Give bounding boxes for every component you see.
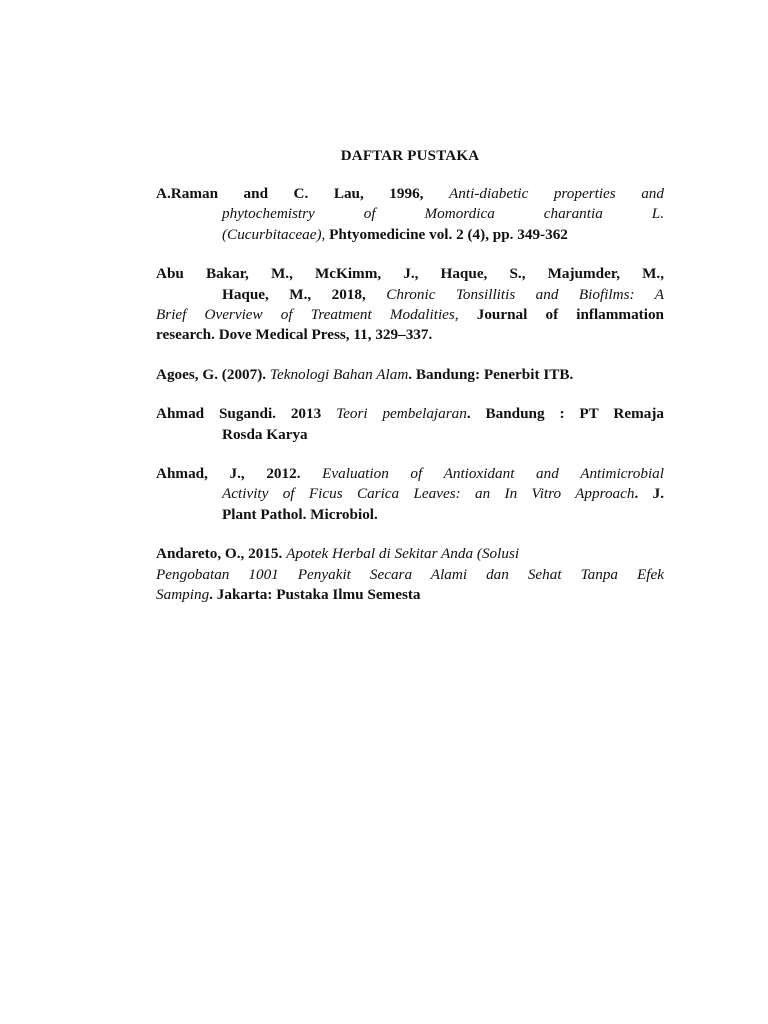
reference-source: Plant Pathol. Microbiol. — [222, 505, 378, 523]
reference-line — [156, 505, 664, 525]
reference-line — [156, 585, 664, 605]
reference-source: . Bandung : PT Remaja — [466, 405, 664, 423]
reference-line — [156, 464, 664, 484]
reference-source: . Bandung: Penerbit ITB. — [408, 365, 574, 383]
reference-line — [156, 325, 664, 345]
reference-title: phytochemistry of Momordica charantia L. — [222, 205, 664, 223]
reference-title: Chronic Tonsillitis and Biofilms: A — [386, 285, 664, 303]
reference-source: Phtyomedicine vol. 2 (4), pp. 349-362 — [329, 225, 568, 243]
reference-title: Pengobatan 1001 Penyakit Secara Alami dan Sehat Tanpa Efek — [156, 565, 664, 583]
reference-line — [156, 544, 664, 564]
reference-line — [156, 184, 664, 204]
reference-author: Andareto, O., 2015. — [156, 545, 283, 563]
reference-list — [156, 184, 664, 625]
reference-author: Ahmad, J., 2012. — [156, 465, 301, 483]
reference-source: . J. — [634, 485, 665, 503]
reference-title: Apotek Herbal di Sekitar Anda (Solusi — [286, 545, 520, 563]
reference-author: A.Raman and C. Lau, 1996, — [156, 185, 424, 202]
reference-line — [156, 305, 664, 325]
reference-line — [156, 425, 664, 445]
reference-title: Anti-diabetic properties and — [449, 185, 664, 202]
reference-item — [156, 404, 664, 445]
reference-item — [156, 264, 664, 346]
reference-author: Haque, M., 2018, — [222, 285, 366, 303]
reference-line — [156, 484, 664, 504]
reference-item — [156, 464, 664, 525]
reference-line — [156, 565, 664, 585]
reference-line — [156, 365, 664, 385]
reference-item — [156, 544, 664, 605]
reference-title: Teknologi Bahan Alam — [269, 365, 409, 383]
reference-source: . Jakarta: Pustaka Ilmu Semesta — [209, 586, 421, 604]
reference-title: (Cucurbitaceae), — [222, 225, 326, 243]
reference-line — [156, 404, 664, 424]
reference-title: Samping — [156, 586, 210, 604]
reference-author: Agoes, G. (2007). — [156, 365, 267, 383]
reference-source: research. Dove Medical Press, 11, 329–337. — [156, 326, 433, 344]
reference-title: Activity of Ficus Carica Leaves: an In Vitro Approach — [222, 485, 635, 503]
reference-title: Brief Overview of Treatment Modalities, — [156, 306, 459, 324]
reference-item — [156, 365, 664, 385]
reference-author: Ahmad Sugandi. 2013 — [156, 405, 322, 423]
reference-source: Journal of inflammation — [476, 306, 664, 324]
reference-line — [156, 264, 664, 284]
reference-author: Abu Bakar, M., McKimm, J., Haque, S., Majumder, M., — [156, 265, 664, 283]
reference-line — [156, 204, 664, 224]
reference-source: Rosda Karya — [222, 425, 308, 443]
reference-title: Teori pembelajaran — [336, 405, 467, 423]
reference-line — [156, 285, 664, 305]
reference-item — [156, 184, 664, 245]
reference-line — [156, 225, 664, 245]
reference-title: Evaluation of Antioxidant and Antimicrobial — [322, 465, 664, 483]
page-title: DAFTAR PUSTAKA — [340, 148, 480, 164]
